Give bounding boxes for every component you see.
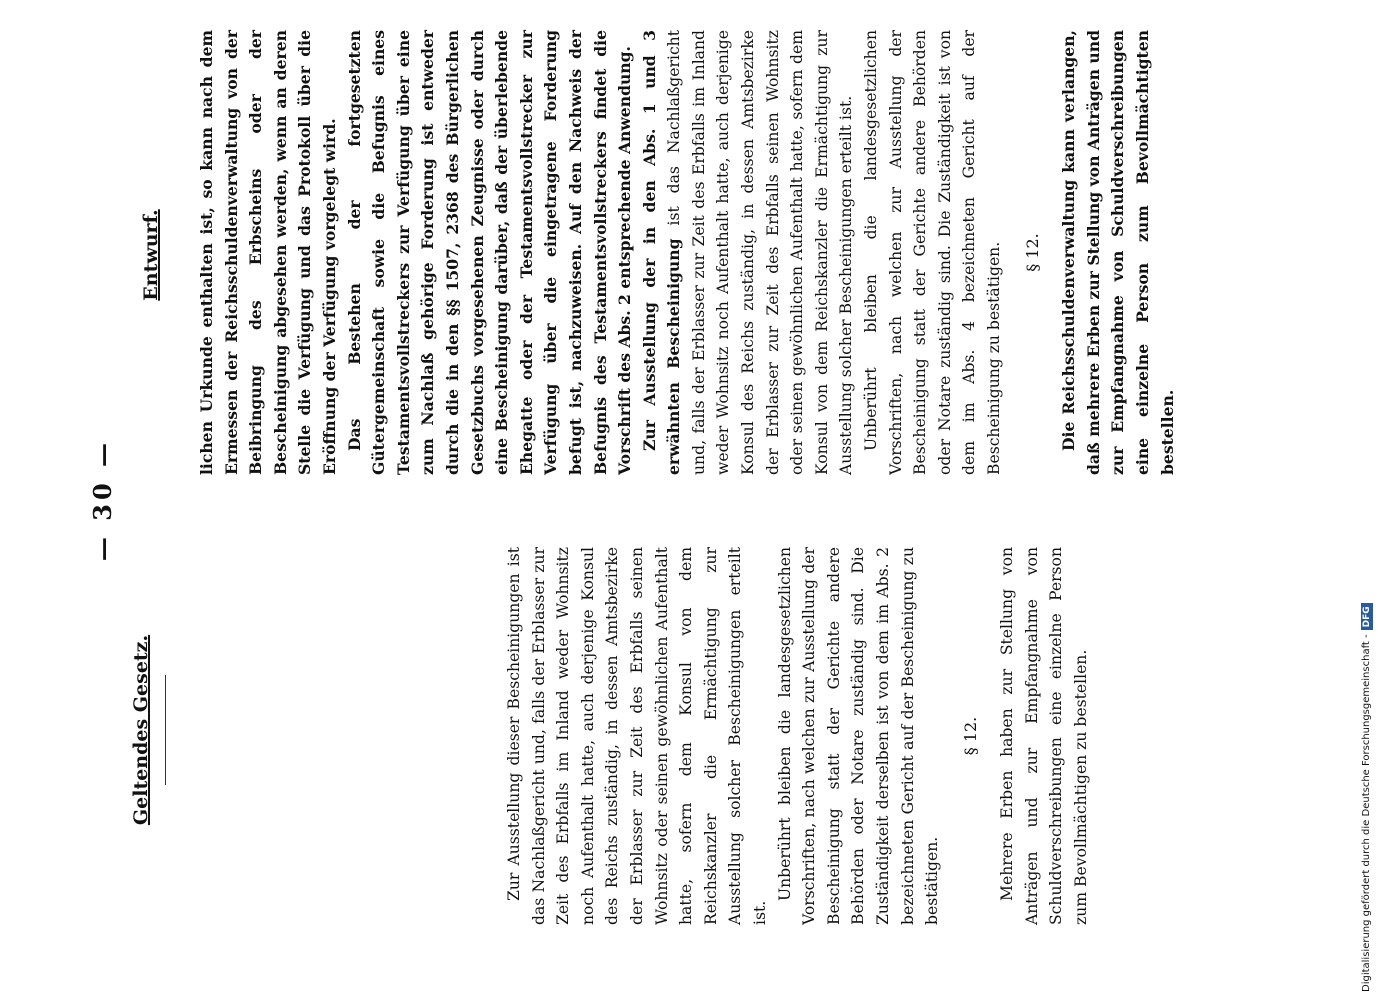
right-paragraph-5: Die Reichsschuldenverwaltung kann verlangen, daß mehrere Erben zur Stellung von Anträgen und zur Empfangnahme von Schuldverschreibungen eine einzelne Person zum Bevollmächtigten bestellen. <box>1059 30 1177 475</box>
right-paragraph-3-rest: ist das Nachlaßgericht und, falls der Erblasser zur Zeit des Erbfalls im Inland weder Wohnsitz noch Aufenthalt hatte, auch derjenige Konsul des Reichs zuständig, in dessen Amtsbezirke der Erblasser zur Zeit des Erbfalls seinen Wohnsitz oder seinen gewöhnlichen Aufenthalt hatte, sofern dem Konsul von dem Reichskanzler die Ermächtigung zur Ausstellung solcher Bescheinigungen erteilt ist. <box>665 30 856 475</box>
left-column-heading: Geltendes Gesetz. <box>130 634 152 826</box>
right-column <box>195 30 1180 475</box>
left-heading-rule <box>165 675 166 785</box>
right-paragraph-4: Unberührt bleiben die landesgesetzlichen Vorschriften, nach welchen zur Ausstellung der Bescheinigung statt der Gerichte andere Behörden oder Notare zuständig sind. Die Zuständigkeit ist von dem im Abs. 4 bezeichneten Gericht auf der Bescheinigung zu bestätigen. <box>862 30 1003 475</box>
left-paragraph-2: Unberührt bleiben die landesgesetzlichen Vorschriften, nach welchen zur Ausstellung der Bescheinigung statt der Gerichte andere Behörden oder Notare zuständig sind. Die Zuständigkeit derselben ist von dem im Abs. 2 bezeichneten Gericht auf der Bescheinigung zu bestätigen. <box>775 547 942 925</box>
right-paragraph-3-bold: Zur Ausstellung der in den Abs. 1 und 3 erwähnten Bescheinigung <box>639 30 684 475</box>
digitization-footer <box>1361 2 1373 992</box>
right-paragraph-3 <box>638 30 859 475</box>
right-paragraph-2: Das Bestehen der fortgesetzten Gütergemeinschaft sowie die Befugnis eines Testamentsvollstreckers zur Verfügung über eine zum Nachlaß gehörige Forderung ist entweder durch die in den §§ 1507, 2368 des Bürgerlichen Gesetzbuchs vorgesehenen Zeugnisse oder durch eine Bescheinigung darüber, daß der überlebende Ehegatte oder der Testamentsvollstrecker zur Verfügung über die eingetragene Forderung befugt ist, nachzuweisen. Auf den Nachweis der Befugnis des Testamentsvollstreckers findet die Vorschrift des Abs. 2 entsprechende Anwendung. <box>344 30 635 475</box>
right-paragraph-1: lichen Urkunde enthalten ist, so kann nach dem Ermessen der Reichsschuldenverwaltung von der Beibringung des Erbscheins oder der Bescheinigung abgesehen werden, wenn an deren Stelle die Verfügung und das Protokoll über die Eröffnung der Verfügung vorgelegt wird. <box>197 30 339 475</box>
right-column-heading: Entwurf. <box>140 209 162 301</box>
footer-text: Digitalisierung gefördert durch die Deutsche Forschungsgemeinschaft - <box>1361 634 1372 992</box>
left-paragraph-1: Zur Ausstellung dieser Bescheinigungen ist das Nachlaßgericht und, falls der Erblasser zur Zeit des Erbfalls im Inland weder Wohnsitz noch Aufenthalt hatte, auch derjenige Konsul des Reichs zuständig, in dessen Amtsbezirke der Erblasser zur Zeit des Erbfalls seinen Wohnsitz oder seinen gewöhnlichen Aufenthalt hatte, sofern dem Konsul von dem Reichskanzler die Ermächtigung zur Ausstellung solcher Bescheinigungen erteilt ist. <box>505 547 769 925</box>
left-section-heading: § 12. <box>960 716 980 756</box>
left-paragraph-3: Mehrere Erben haben zur Stellung von Anträgen und zur Empfangnahme von Schuldverschreibungen eine einzelne Person zum Bevollmächtigen zu bestellen. <box>998 547 1091 925</box>
left-column <box>502 547 1094 925</box>
right-section-heading: § 12. <box>1022 233 1042 272</box>
dfg-logo: DFG <box>1361 603 1373 630</box>
page-number: — 30 — <box>88 438 117 562</box>
